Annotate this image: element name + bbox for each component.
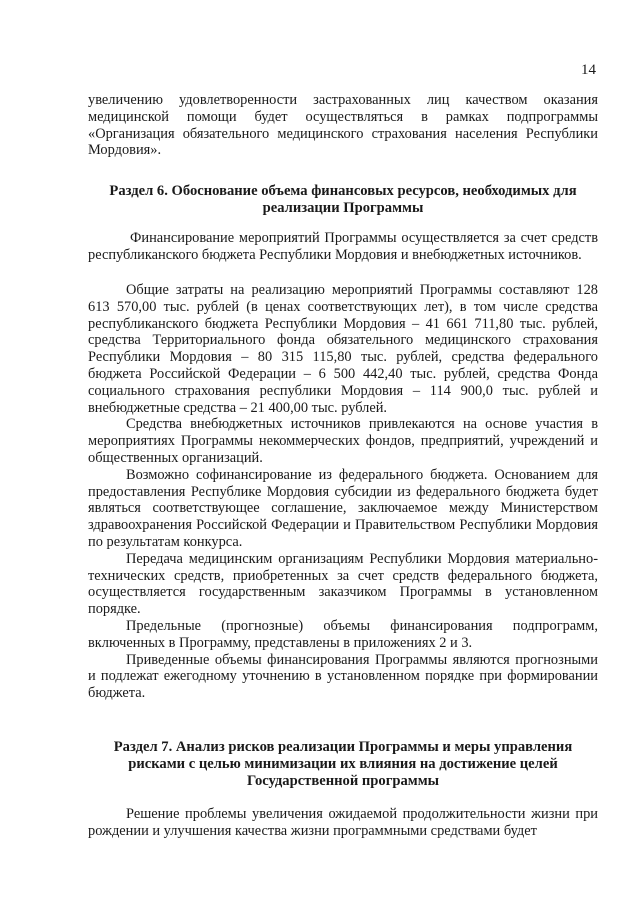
section-6-paragraph-4: Возможно софинансирование из федерального бюджета. Основанием для предоставления Республике Мордовия субсидии из федерального бюджета будет являться соответствующее соглашение, заключаемое между Министерством здравоохранения Российской Федерации и Правительством Республики Мордовия по результатам конкурса. [88,466,598,550]
top-paragraph: увеличению удовлетворенности застрахованных лиц качеством оказания медицинской помощи будет осуществляться в рамках подпрограммы «Организация обязательного медицинского страхования населения Республики Мордовия». [88,92,598,159]
section-6-paragraph-7: Приведенные объемы финансирования Программы являются прогнозными и подлежат ежегодному уточнению в установленном порядке при формировании бюджета. [88,651,598,702]
section-6-paragraph-2: Общие затраты на реализацию мероприятий Программы составляют 128 613 570,00 тыс. рублей (в ценах соответствующих лет), в том числе средства республиканского бюджета Республики Мордовия – 41 661 711,80 тыс. рублей, средства Территориального фонда обязательного медицинского страхования Республики Мордовия – 80 315 115,80 тыс. рублей, средства федерального бюджета Российской Федерации – 6 500 442,40 тыс. рублей, средства Фонда социального страхования республики Мордовия – 114 900,0 тыс. рублей и внебюджетные средства – 21 400,00 тыс. рублей. [88,282,598,416]
section-7-paragraph-1: Решение проблемы увеличения ожидаемой продолжительности жизни при рождении и улучшения качества жизни программными средствами будет [88,806,598,839]
section-6-body [88,282,598,702]
page-number: 14 [581,62,596,78]
section-6-heading: Раздел 6. Обоснование объема финансовых ресурсов, необходимых для реализации Программы [109,183,577,216]
section-6-intro [88,230,598,264]
section-6-paragraph-5: Передача медицинским организациям Республики Мордовия материально-технических средств, приобретенных за счет средств федерального бюджета, осуществляется государственным заказчиком Программы в установленном порядке. [88,550,598,618]
section-6-paragraph-6: Предельные (прогнозные) объемы финансирования подпрограмм, включенных в Программу, представлены в приложениях 2 и 3. [88,617,598,651]
section-7-heading: Раздел 7. Анализ рисков реализации Программы и меры управления рисками с целью минимизации их влияния на достижение целей Государственной программы [113,739,573,789]
top-paragraph-block [88,92,598,159]
section-6-paragraph-3: Средства внебюджетных источников привлекаются на основе участия в мероприятиях Программы некоммерческих фондов, предприятий, учреждений и общественных организаций. [88,416,598,466]
section-7-body [88,806,598,840]
section-6-paragraph-1: Финансирование мероприятий Программы осуществляется за счет средств республиканского бюджета Республики Мордовия и внебюджетных источников. [88,230,598,263]
